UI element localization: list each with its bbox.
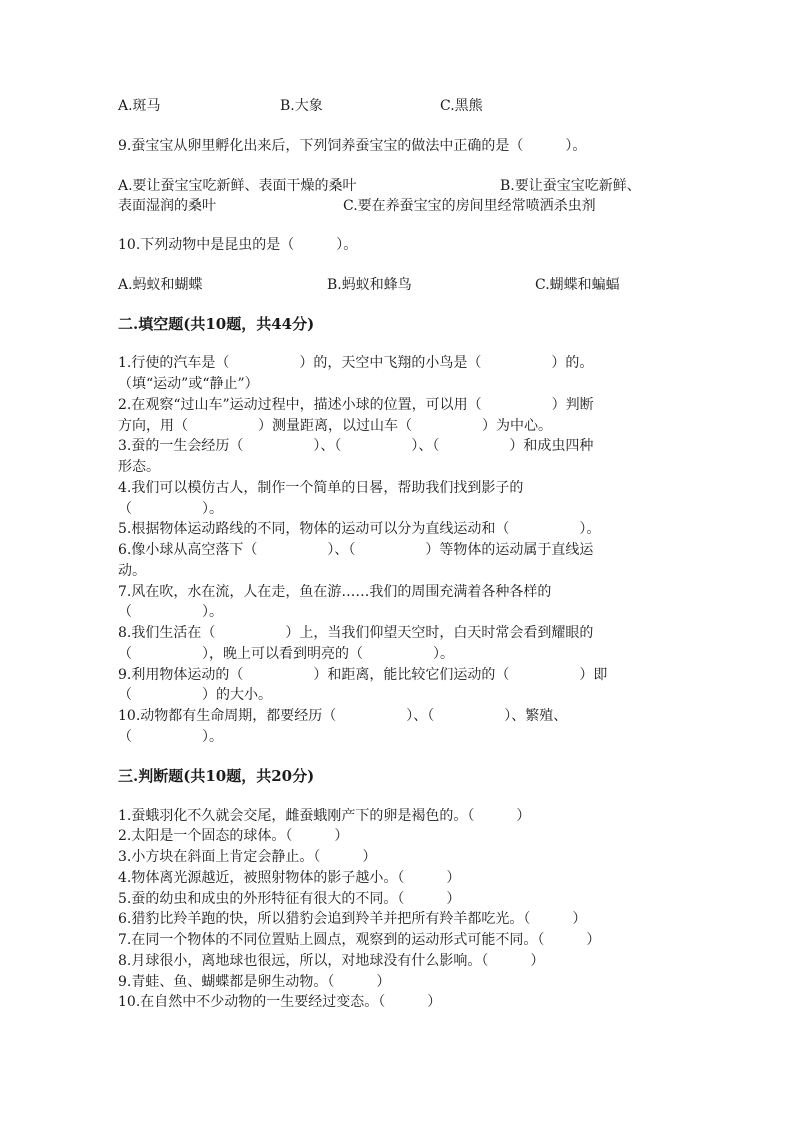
s2-line: （ ）。 <box>118 501 223 517</box>
q9-stem: 9.蚕宝宝从卵里孵化出来后，下列饲养蚕宝宝的做法中正确的是（ ）。 <box>118 138 587 154</box>
q8-option-c: C.黑熊 <box>440 98 483 114</box>
s2-line: 10.动物都有生命周期，都要经历（ ）、（ ）、繁殖、 <box>118 708 568 724</box>
s2-line: 7.风在吹，水在流，人在走，鱼在游……我们的周围充满着各种各样的 <box>118 584 552 600</box>
s3-line: 7.在同一个物体的不同位置贴上圆点，观察到的运动形式可能不同。（ ） <box>118 932 601 948</box>
s2-line: （ ）。 <box>118 604 223 620</box>
s3-line: 5.蚕的幼虫和成虫的外形特征有很大的不同。（ ） <box>118 891 461 907</box>
s3-line: 10.在自然中不少动物的一生要经过变态。（ ） <box>118 994 442 1010</box>
s2-line: 方向，用（ ）测量距离，以过山车（ ）为中心。 <box>118 418 552 434</box>
s2-line: 1.行使的汽车是（ ）的，天空中飞翔的小鸟是（ ）的。 <box>118 355 594 371</box>
s2-line: 3.蚕的一生会经历（ ）、（ ）、（ ）和成虫四种 <box>118 438 594 454</box>
s2-line: 8.我们生活在（ ）上，当我们仰望天空时，白天时常会看到耀眼的 <box>118 625 594 641</box>
s3-line: 6.猎豹比羚羊跑的快，所以猎豹会追到羚羊并把所有羚羊都吃光。（ ） <box>118 911 587 927</box>
s3-line: 4.物体离光源越近，被照射物体的影子越小。（ ） <box>118 870 461 886</box>
q9-option-b-cont: 表面湿润的桑叶 <box>118 198 216 214</box>
s2-line: （ ）。 <box>118 729 223 745</box>
section2-title: 二.填空题(共10题，共44分) <box>118 315 315 333</box>
q10-option-a: A.蚂蚁和蝴蝶 <box>118 277 203 293</box>
s2-line: 9.利用物体运动的（ ）和距离，能比较它们运动的（ ）即 <box>118 667 608 683</box>
s3-line: 8.月球很小，离地球也很远，所以，对地球没有什么影响。（ ） <box>118 953 545 969</box>
s2-line: 2.在观察“过山车”运动过程中，描述小球的位置，可以用（ ）判断 <box>118 397 594 413</box>
s2-line: （填“运动”或“静止”） <box>118 376 259 392</box>
section3-title: 三.判断题(共10题，共20分) <box>118 767 315 785</box>
q8-option-a: A.斑马 <box>118 98 161 114</box>
s2-line: （ ）的大小。 <box>118 687 272 703</box>
s3-line: 9.青蛙、鱼、蝴蝶都是卵生动物。（ ） <box>118 974 391 990</box>
q9-option-b: B.要让蚕宝宝吃新鲜、 <box>500 178 641 194</box>
q9-option-a: A.要让蚕宝宝吃新鲜、表面干燥的桑叶 <box>118 178 357 194</box>
q8-option-b: B.大象 <box>280 98 323 114</box>
q10-stem: 10.下列动物中是昆虫的是（ ）。 <box>118 237 358 253</box>
q9-option-c: C.要在养蚕宝宝的房间里经常喷洒杀虫剂 <box>343 198 596 214</box>
s3-line: 2.太阳是一个固态的球体。（ ） <box>118 828 349 844</box>
s3-line: 3.小方块在斜面上肯定会静止。（ ） <box>118 849 377 865</box>
s2-line: 5.根据物体运动路线的不同，物体的运动可以分为直线运动和（ ）。 <box>118 521 601 537</box>
s2-line: 形态。 <box>118 459 160 475</box>
s2-line: 4.我们可以模仿古人，制作一个简单的日晷，帮助我们找到影子的 <box>118 480 524 496</box>
s3-line: 1.蚕蛾羽化不久就会交尾，雌蚕蛾刚产下的卵是褐色的。（ ） <box>118 808 531 824</box>
s2-line: （ ），晚上可以看到明亮的（ ）。 <box>118 646 454 662</box>
s2-line: 动。 <box>118 563 146 579</box>
q10-option-c: C.蝴蝶和蝙蝠 <box>535 277 620 293</box>
q10-option-b: B.蚂蚁和蜂鸟 <box>327 277 412 293</box>
s2-line: 6.像小球从高空落下（ ）、（ ）等物体的运动属于直线运 <box>118 542 594 558</box>
